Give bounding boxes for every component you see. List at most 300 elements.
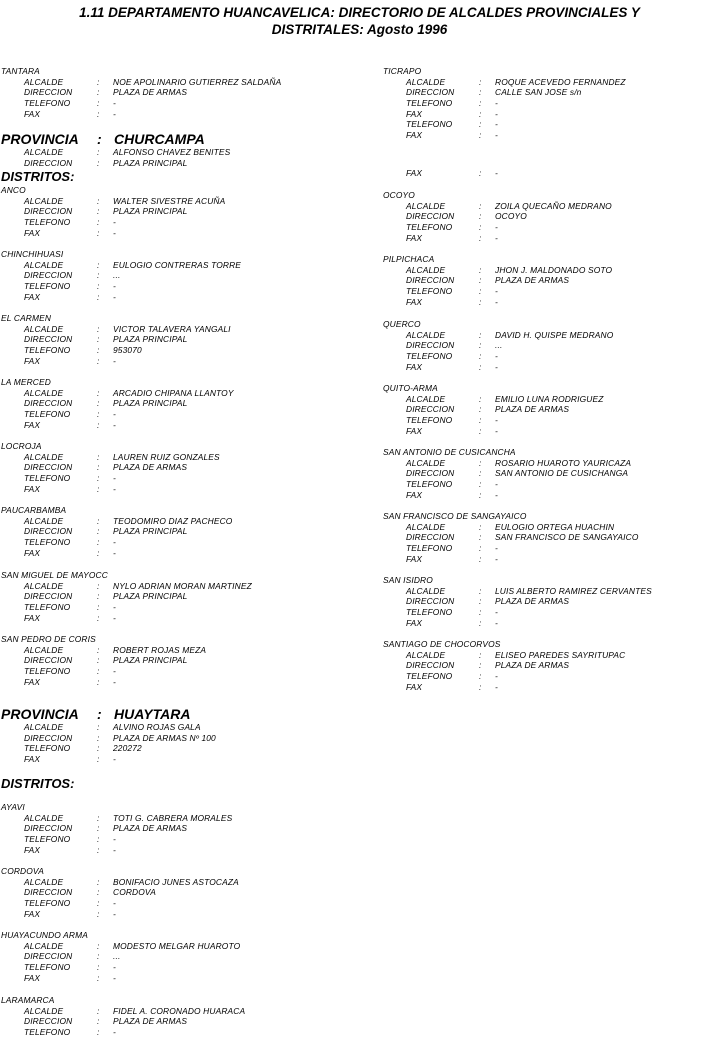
fax-label: FAX [406, 130, 423, 141]
alcalde-value: LAUREN RUIZ GONZALES [113, 451, 220, 462]
colon: : [97, 908, 100, 919]
colon: : [479, 296, 482, 307]
province-name: CHURCAMPA [114, 131, 205, 147]
telefono-value: - [113, 666, 116, 677]
telefono-label: TELEFONO [406, 98, 453, 109]
alcalde-value: VICTOR TALAVERA YANGALI [113, 323, 231, 334]
alcalde-row [1, 813, 366, 824]
telefono-row [1, 537, 366, 548]
colon: : [97, 157, 100, 168]
alcalde-row [383, 265, 713, 276]
telefono-value: - [113, 409, 116, 420]
direccion-label: DIRECCION [24, 270, 73, 281]
fax-value: - [495, 681, 498, 692]
district-name: SAN ISIDRO [383, 575, 433, 585]
direccion-label: DIRECCION [406, 87, 455, 98]
fax-row [383, 426, 713, 437]
fax-label: FAX [24, 612, 41, 623]
district-san-miguel-de-mayocc [1, 570, 366, 623]
colon: : [97, 76, 100, 87]
alcalde-label: ALCALDE [406, 521, 446, 532]
direccion-value: PLAZA PRINCIPAL [113, 334, 188, 345]
telefono-value: - [495, 671, 498, 682]
colon: : [479, 553, 482, 564]
colon: : [97, 962, 100, 973]
colon: : [97, 834, 100, 845]
telefono-value: - [113, 1027, 116, 1038]
fax-row [1, 228, 366, 239]
district-name: AYAVI [1, 802, 25, 812]
colon: : [479, 361, 482, 372]
colon: : [97, 98, 100, 109]
district-huayacundo-arma [1, 930, 366, 983]
fax-label: FAX [24, 547, 41, 558]
colon: : [97, 743, 100, 754]
fax-value: - [495, 130, 498, 141]
alcalde-row [383, 522, 713, 533]
direccion-value: PLAZA PRINCIPAL [113, 157, 188, 168]
colon: : [479, 393, 482, 404]
fax-row [383, 490, 713, 501]
alcalde-row [383, 77, 713, 88]
colon: : [97, 483, 100, 494]
colon: : [97, 655, 100, 666]
alcalde-value: FIDEL A. CORONADO HUARACA [113, 1005, 246, 1016]
fax-label: FAX [406, 361, 423, 372]
alcalde-value: BONIFACIO JUNES ASTOCAZA [113, 876, 239, 887]
direccion-value: PLAZA DE ARMAS [495, 275, 570, 286]
fax-row [1, 420, 366, 431]
alcalde-value: ROSARIO HUAROTO YAURICAZA [495, 457, 632, 468]
telefono-row [383, 415, 713, 426]
direccion-row [1, 334, 366, 345]
telefono-label: TELEFONO [24, 345, 71, 356]
alcalde-value: ALVINO ROJAS GALA [113, 722, 201, 732]
alcalde-label: ALCALDE [406, 200, 446, 211]
alcalde-row [383, 330, 713, 341]
colon: : [479, 660, 482, 671]
direccion-row [1, 655, 366, 666]
colon: : [479, 211, 482, 222]
direccion-value: PLAZA DE ARMAS [113, 87, 188, 98]
fax-value: - [113, 291, 116, 302]
telefono-row [383, 607, 713, 618]
colon: : [97, 227, 100, 238]
fax-row [383, 297, 713, 308]
fax-row [383, 168, 713, 179]
telefono-label: TELEFONO [24, 743, 71, 754]
fax-row [1, 356, 366, 367]
alcalde-row [383, 458, 713, 469]
colon: : [479, 489, 482, 500]
colon: : [97, 722, 100, 732]
district-name: EL CARMEN [1, 313, 52, 323]
alcalde-value: ELISEO PAREDES SAYRITUPAC [495, 649, 626, 660]
colon: : [97, 706, 102, 722]
colon: : [479, 404, 482, 415]
telefono-value: - [495, 286, 498, 297]
province-name: HUAYTARA [114, 706, 191, 722]
alcalde-row [1, 581, 366, 592]
fax-row [1, 845, 366, 856]
district-name: HUAYACUNDO ARMA [1, 930, 88, 940]
fax-label: FAX [406, 232, 423, 243]
alcalde-row [1, 516, 366, 527]
alcalde-row [1, 941, 366, 952]
alcalde-label: ALCALDE [24, 451, 64, 462]
colon: : [479, 585, 482, 596]
direccion-row [383, 404, 713, 415]
alcalde-label: ALCALDE [406, 585, 446, 596]
colon: : [97, 334, 100, 345]
direccion-label: DIRECCION [24, 87, 73, 98]
alcalde-label: ALCALDE [24, 76, 64, 87]
colon: : [97, 591, 100, 602]
colon: : [97, 1005, 100, 1016]
alcalde-label: ALCALDE [24, 323, 64, 334]
direccion-row [383, 660, 713, 671]
telefono-row [383, 479, 713, 490]
direccion-label: DIRECCION [406, 404, 455, 415]
alcalde-label: ALCALDE [24, 259, 64, 270]
telefono-row [1, 834, 366, 845]
alcalde-value: NYLO ADRIAN MORAN MARTINEZ [113, 580, 252, 591]
direccion-row [1, 206, 366, 217]
fax-label: FAX [406, 425, 423, 436]
district-laramarca [1, 995, 366, 1038]
fax-label: FAX [24, 908, 41, 919]
colon: : [479, 649, 482, 660]
fax-value: - [113, 483, 116, 494]
colon: : [479, 681, 482, 692]
district-name: QUITO-ARMA [383, 383, 438, 393]
direccion-value: PLAZA DE ARMAS Nº 100 [113, 732, 216, 743]
fax-value: - [113, 108, 116, 119]
fax-row [383, 130, 713, 141]
fax-row [383, 233, 713, 244]
colon: : [97, 666, 100, 677]
telefono-label: TELEFONO [406, 119, 453, 130]
colon: : [97, 644, 100, 655]
alcalde-value: TOTI G. CABRERA MORALES [113, 812, 233, 823]
fax-value: - [495, 296, 498, 307]
direccion-label: DIRECCION [24, 951, 73, 962]
colon: : [97, 940, 100, 951]
colon: : [479, 607, 482, 618]
alcalde-label: ALCALDE [24, 722, 64, 732]
colon: : [97, 526, 100, 537]
colon: : [97, 473, 100, 484]
direccion-row [383, 340, 713, 351]
fax-row [383, 554, 713, 565]
telefono-label: TELEFONO [406, 286, 453, 297]
direccion-label: DIRECCION [24, 1016, 73, 1027]
direccion-label: DIRECCION [24, 887, 73, 898]
telefono-label: TELEFONO [406, 607, 453, 618]
direccion-row [1, 87, 366, 98]
telefono-row [1, 281, 366, 292]
colon: : [97, 398, 100, 409]
telefono-label: TELEFONO [24, 962, 71, 973]
telefono-row [383, 98, 713, 109]
direccion-row [1, 823, 366, 834]
district-san-francisco-de-sangayaico [383, 511, 713, 564]
fax-label: FAX [406, 296, 423, 307]
alcalde-label: ALCALDE [406, 76, 446, 87]
direccion-value: PLAZA DE ARMAS [495, 404, 570, 415]
district-name: TICRAPO [383, 66, 422, 76]
alcalde-value: EMILIO LUNA RODRIGUEZ [495, 393, 604, 404]
district-chinchihuasi [1, 249, 366, 302]
direccion-value: PLAZA PRINCIPAL [113, 655, 188, 666]
colon: : [97, 676, 100, 687]
direccion-value: CALLE SAN JOSE s/n [495, 87, 582, 98]
alcalde-row [1, 324, 366, 335]
fax-value: - [113, 844, 116, 855]
fax-row [383, 109, 713, 120]
direccion-value: PLAZA PRINCIPAL [113, 206, 188, 217]
direccion-value: PLAZA PRINCIPAL [113, 526, 188, 537]
direccion-row [1, 270, 366, 281]
fax-label: FAX [24, 355, 41, 366]
district-ticrapo [383, 66, 713, 141]
fax-label: FAX [24, 419, 41, 430]
alcalde-row [1, 196, 366, 207]
colon: : [479, 87, 482, 98]
direccion-row [1, 462, 366, 473]
alcalde-value: ROBERT ROJAS MEZA [113, 644, 207, 655]
direccion-label: DIRECCION [24, 206, 73, 217]
alcalde-row [1, 147, 366, 158]
fax-value: - [113, 612, 116, 623]
telefono-row [1, 898, 366, 909]
alcalde-label: ALCALDE [406, 457, 446, 468]
alcalde-value: EULOGIO ORTEGA HUACHIN [495, 521, 615, 532]
telefono-row [383, 119, 713, 130]
fax-value: - [495, 168, 498, 178]
fax-label: FAX [24, 227, 41, 238]
district-paucarbamba [1, 505, 366, 558]
alcalde-value: TEODOMIRO DIAZ PACHECO [113, 515, 233, 526]
colon: : [479, 329, 482, 340]
direccion-value: PLAZA DE ARMAS [113, 462, 188, 473]
colon: : [479, 340, 482, 351]
colon: : [97, 812, 100, 823]
alcalde-row [383, 394, 713, 405]
district-san-antonio-de-cusicancha [383, 447, 713, 500]
colon: : [97, 1027, 100, 1038]
direccion-value: ... [495, 340, 503, 351]
direccion-label: DIRECCION [406, 532, 455, 543]
direccion-value: PLAZA DE ARMAS [113, 823, 188, 834]
telefono-label: TELEFONO [406, 671, 453, 682]
direccion-label: DIRECCION [406, 468, 455, 479]
alcalde-label: ALCALDE [24, 940, 64, 951]
fax-row [1, 973, 366, 984]
telefono-row [383, 543, 713, 554]
telefono-row [383, 222, 713, 233]
telefono-row [383, 671, 713, 682]
direccion-row [1, 158, 366, 169]
district-name: LOCROJA [1, 441, 42, 451]
direccion-label: DIRECCION [406, 275, 455, 286]
telefono-label: TELEFONO [24, 537, 71, 548]
district-name: SAN FRANCISCO DE SANGAYAICO [383, 511, 527, 521]
district-ayavi [1, 802, 366, 855]
fax-row [1, 613, 366, 624]
alcalde-value: LUIS ALBERTO RAMIREZ CERVANTES [495, 585, 652, 596]
colon: : [97, 87, 100, 98]
province-heading [1, 131, 366, 147]
district-name: TANTARA [1, 66, 40, 76]
provincia-label: PROVINCIA [1, 706, 79, 722]
direccion-row [383, 532, 713, 543]
telefono-label: TELEFONO [24, 834, 71, 845]
fax-label: FAX [24, 844, 41, 855]
ticrapo-fax-extra [383, 168, 713, 179]
direccion-label: DIRECCION [24, 334, 73, 345]
district-name: CORDOVA [1, 866, 44, 876]
colon: : [479, 671, 482, 682]
district-name: SAN ANTONIO DE CUSICANCHA [383, 447, 516, 457]
colon: : [97, 876, 100, 887]
district-name: LARAMARCA [1, 995, 55, 1005]
telefono-label: TELEFONO [24, 1027, 71, 1038]
province-churcampa [1, 131, 366, 168]
fax-value: - [495, 361, 498, 372]
fax-label: FAX [24, 483, 41, 494]
telefono-label: TELEFONO [24, 602, 71, 613]
telefono-label: TELEFONO [406, 479, 453, 490]
telefono-value: - [113, 962, 116, 973]
colon: : [97, 887, 100, 898]
colon: : [97, 131, 102, 147]
distritos-heading: DISTRITOS: [1, 776, 75, 791]
telefono-value: - [495, 98, 498, 109]
colon: : [97, 732, 100, 743]
fax-row [383, 682, 713, 693]
direccion-row [1, 526, 366, 537]
direccion-label: DIRECCION [24, 823, 73, 834]
colon: : [479, 532, 482, 543]
fax-value: - [495, 108, 498, 119]
district-name: SAN MIGUEL DE MAYOCC [1, 570, 108, 580]
telefono-label: TELEFONO [406, 351, 453, 362]
telefono-row [1, 962, 366, 973]
colon: : [97, 206, 100, 217]
colon: : [479, 275, 482, 286]
fax-value: - [495, 489, 498, 500]
direccion-row [1, 1016, 366, 1027]
district-san-isidro [383, 575, 713, 628]
colon: : [97, 462, 100, 473]
district-quito-arma [383, 383, 713, 436]
alcalde-label: ALCALDE [24, 195, 64, 206]
direccion-value: PLAZA DE ARMAS [495, 660, 570, 671]
telefono-value: - [113, 602, 116, 613]
colon: : [479, 479, 482, 490]
alcalde-value: ALFONSO CHAVEZ BENITES [113, 147, 231, 157]
alcalde-value: WALTER SIVESTRE ACUÑA [113, 195, 226, 206]
colon: : [479, 596, 482, 607]
fax-label: FAX [406, 681, 423, 692]
district-name: SAN PEDRO DE CORIS [1, 634, 96, 644]
direccion-value: OCOYO [495, 211, 527, 222]
telefono-label: TELEFONO [406, 222, 453, 233]
telefono-row [1, 1027, 366, 1038]
direccion-label: DIRECCION [24, 462, 73, 473]
colon: : [97, 754, 100, 765]
telefono-label: TELEFONO [406, 415, 453, 426]
fax-label: FAX [406, 168, 423, 178]
district-el-carmen [1, 313, 366, 366]
alcalde-row [1, 388, 366, 399]
direccion-row [383, 468, 713, 479]
direccion-row [1, 398, 366, 409]
telefono-label: TELEFONO [406, 543, 453, 554]
colon: : [479, 351, 482, 362]
alcalde-row [1, 452, 366, 463]
colon: : [97, 547, 100, 558]
telefono-label: TELEFONO [24, 281, 71, 292]
colon: : [479, 543, 482, 554]
title-line-2: DISTRITALES: Agosto 1996 [271, 22, 448, 37]
alcalde-label: ALCALDE [406, 649, 446, 660]
district-tantara [1, 66, 366, 119]
direccion-label: DIRECCION [24, 526, 73, 537]
alcalde-value: JHON J. MALDONADO SOTO [495, 264, 613, 275]
district-name: PILPICHACA [383, 254, 435, 264]
district-name: CHINCHIHUASI [1, 249, 64, 259]
colon: : [97, 345, 100, 356]
colon: : [97, 387, 100, 398]
colon: : [97, 602, 100, 613]
alcalde-label: ALCALDE [24, 1005, 64, 1016]
fax-label: FAX [24, 291, 41, 302]
colon: : [97, 291, 100, 302]
district-locroja [1, 441, 366, 494]
telefono-label: TELEFONO [24, 473, 71, 484]
colon: : [97, 580, 100, 591]
colon: : [479, 222, 482, 233]
direccion-row [1, 951, 366, 962]
fax-row [383, 618, 713, 629]
colon: : [97, 409, 100, 420]
direccion-value: ... [113, 270, 121, 281]
fax-row [1, 909, 366, 920]
direccion-value: PLAZA DE ARMAS [495, 596, 570, 607]
fax-value: - [113, 547, 116, 558]
colon: : [479, 425, 482, 436]
alcalde-row [383, 586, 713, 597]
telefono-row [1, 602, 366, 613]
alcalde-value: ARCADIO CHIPANA LLANTOY [113, 387, 234, 398]
alcalde-label: ALCALDE [24, 580, 64, 591]
direccion-label: DIRECCION [24, 591, 73, 602]
alcalde-row [1, 645, 366, 656]
telefono-value: - [495, 119, 498, 130]
fax-label: FAX [406, 553, 423, 564]
fax-value: - [495, 232, 498, 243]
provincia-label: PROVINCIA [1, 131, 79, 147]
direccion-row [383, 596, 713, 607]
telefono-value: - [113, 217, 116, 228]
fax-label: FAX [24, 676, 41, 687]
colon: : [97, 898, 100, 909]
fax-row [1, 484, 366, 495]
fax-label: FAX [24, 754, 41, 765]
colon: : [479, 232, 482, 243]
